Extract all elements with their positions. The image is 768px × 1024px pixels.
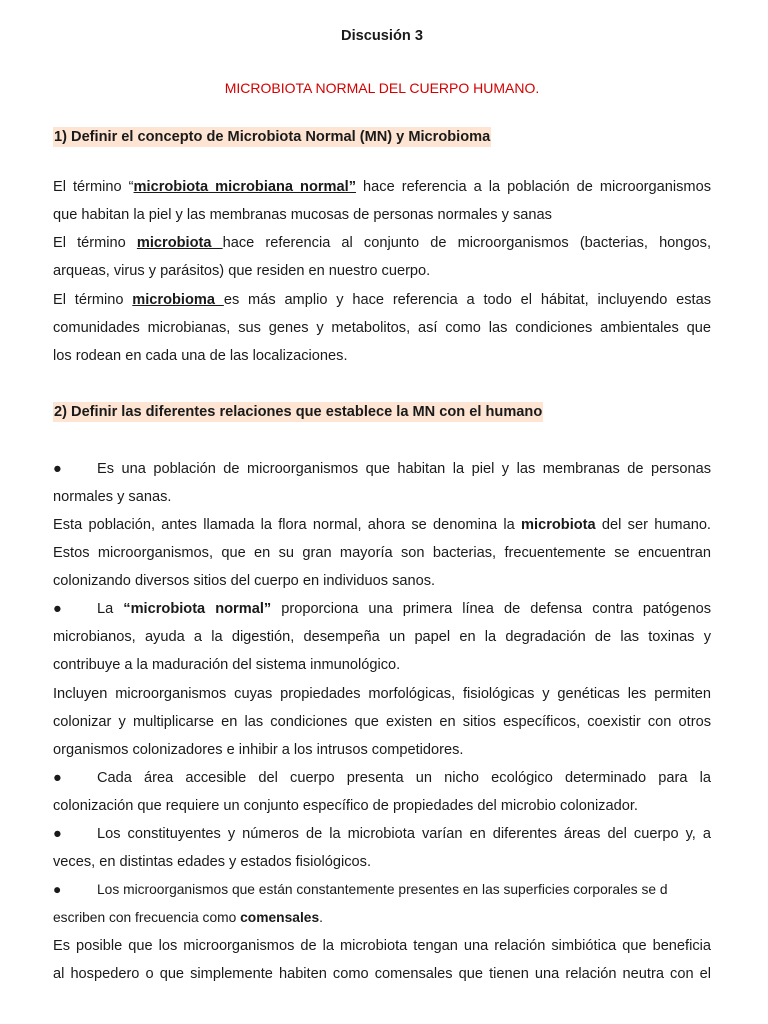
paragraph-1-line-2: que habitan la piel y las membranas mucosas de personas normales y sanas [53, 207, 552, 223]
bullet-text: proporciona una primera línea de defensa contra patógenos [271, 601, 711, 617]
bullet-icon: ● [53, 461, 62, 477]
term-microbiota-bold: microbiota [521, 517, 596, 533]
paragraph-text: hace referencia a la población de microorganismos [356, 179, 711, 195]
paragraph-5-line-2: colonizando diversos sitios del cuerpo en individuos sanos. [53, 573, 436, 589]
bullet-1-line-2: normales y sanas. [53, 489, 172, 505]
paragraph-7-line-2: al hospedero o que simplemente habiten como comensales que tienen una relación neutra con el [53, 966, 711, 982]
term-microbioma: microbioma [132, 292, 224, 308]
paragraph-text: El término [53, 235, 137, 251]
paragraph-2-line-2: arqueas, virus y parásitos) que residen en nuestro cuerpo. [53, 263, 431, 279]
document-subtitle: MICROBIOTA NORMAL DEL CUERPO HUMANO. [224, 80, 540, 96]
paragraph-3-line-3: los rodean en cada una de las localizaciones. [53, 348, 348, 364]
paragraph-text: El término [53, 292, 133, 308]
bullet-1-line-1 [53, 459, 711, 479]
bullet-text: escriben con frecuencia como [53, 910, 241, 925]
section-2-heading: 2) Definir las diferentes relaciones que establece la MN con el humano [54, 404, 543, 420]
bullet-text: La [97, 601, 124, 617]
paragraph-3-line-2: comunidades microbianas, sus genes y metabolitos, así como las condiciones ambientales que [53, 320, 711, 336]
section-2-heading-line [53, 402, 711, 422]
paragraph-text: hace referencia al conjunto de microorganismos (bacterias, hongos, [222, 235, 711, 251]
paragraph-text: Esta población, antes llamada la flora normal, ahora se denomina la [53, 517, 522, 533]
bullet-5-line-1 [53, 880, 711, 900]
paragraph-2-line-1 [53, 233, 711, 253]
paragraph-text: El término “ [53, 179, 134, 195]
paragraph-6-line-1: Incluyen microorganismos cuyas propiedades morfológicas, fisiológicas y genéticas les permiten [53, 686, 711, 702]
bullet-3-line-1 [53, 768, 711, 788]
bullet-text: . [319, 910, 323, 925]
bullet-4-line-2: veces, en distintas edades y estados fisiológicos. [53, 854, 371, 870]
bullet-2-line-2: microbianos, ayuda a la digestión, desempeña un papel en la degradación de las toxinas y [53, 629, 711, 645]
bullet-3-line-2: colonización que requiere un conjunto específico de propiedades del microbio colonizador. [53, 798, 638, 814]
paragraph-7-line-1: Es posible que los microorganismos de la microbiota tengan una relación simbiótica que beneficia [53, 938, 711, 954]
paragraph-5-line-1: Estos microorganismos, que en su gran mayoría son bacterias, frecuentemente se encuentran [53, 545, 711, 561]
term-microbiota-microbiana-normal: microbiota microbiana normal” [133, 179, 357, 195]
paragraph-text: del ser humano. [595, 517, 711, 533]
bullet-4-line-1 [53, 824, 711, 844]
term-microbiota-normal: “microbiota normal” [123, 601, 272, 617]
bullet-icon: ● [53, 826, 62, 842]
bullet-5-line-2 [53, 908, 711, 928]
bullet-text: Es una población de microorganismos que habitan la piel y las membranas de personas [97, 461, 711, 477]
bullet-text: Los constituyentes y números de la microbiota varían en diferentes áreas del cuerpo y, a [97, 826, 711, 842]
paragraph-4-line-1 [53, 515, 711, 535]
bullet-text: Cada área accesible del cuerpo presenta un nicho ecológico determinado para la [97, 770, 711, 786]
section-1-heading: 1) Definir el concepto de Microbiota Normal (MN) y Microbioma [54, 129, 491, 145]
bullet-text: Los microorganismos que están constantemente presentes en las superficies corporales se d [97, 882, 668, 897]
paragraph-text: es más amplio y hace referencia a todo el hábitat, incluyendo estas [223, 292, 711, 308]
bullet-2-line-3: contribuye a la maduración del sistema inmunológico. [53, 657, 401, 673]
bullet-icon: ● [53, 770, 62, 786]
document-title: Discusión 3 [341, 28, 423, 44]
bullet-icon: ● [53, 882, 62, 897]
paragraph-3-line-1 [53, 290, 711, 310]
bullet-2-line-1 [53, 599, 711, 619]
paragraph-1-line-1 [53, 177, 711, 197]
bullet-icon: ● [53, 601, 62, 617]
term-microbiota: microbiota [136, 235, 223, 251]
term-comensales: comensales [240, 910, 320, 925]
paragraph-6-line-3: organismos colonizadores e inhibir a los intrusos competidores. [53, 742, 464, 758]
paragraph-6-line-2: colonizar y multiplicarse en las condiciones que existen en sitios específicos, coexistir con otros [53, 714, 711, 730]
section-1-heading-line [53, 127, 711, 147]
